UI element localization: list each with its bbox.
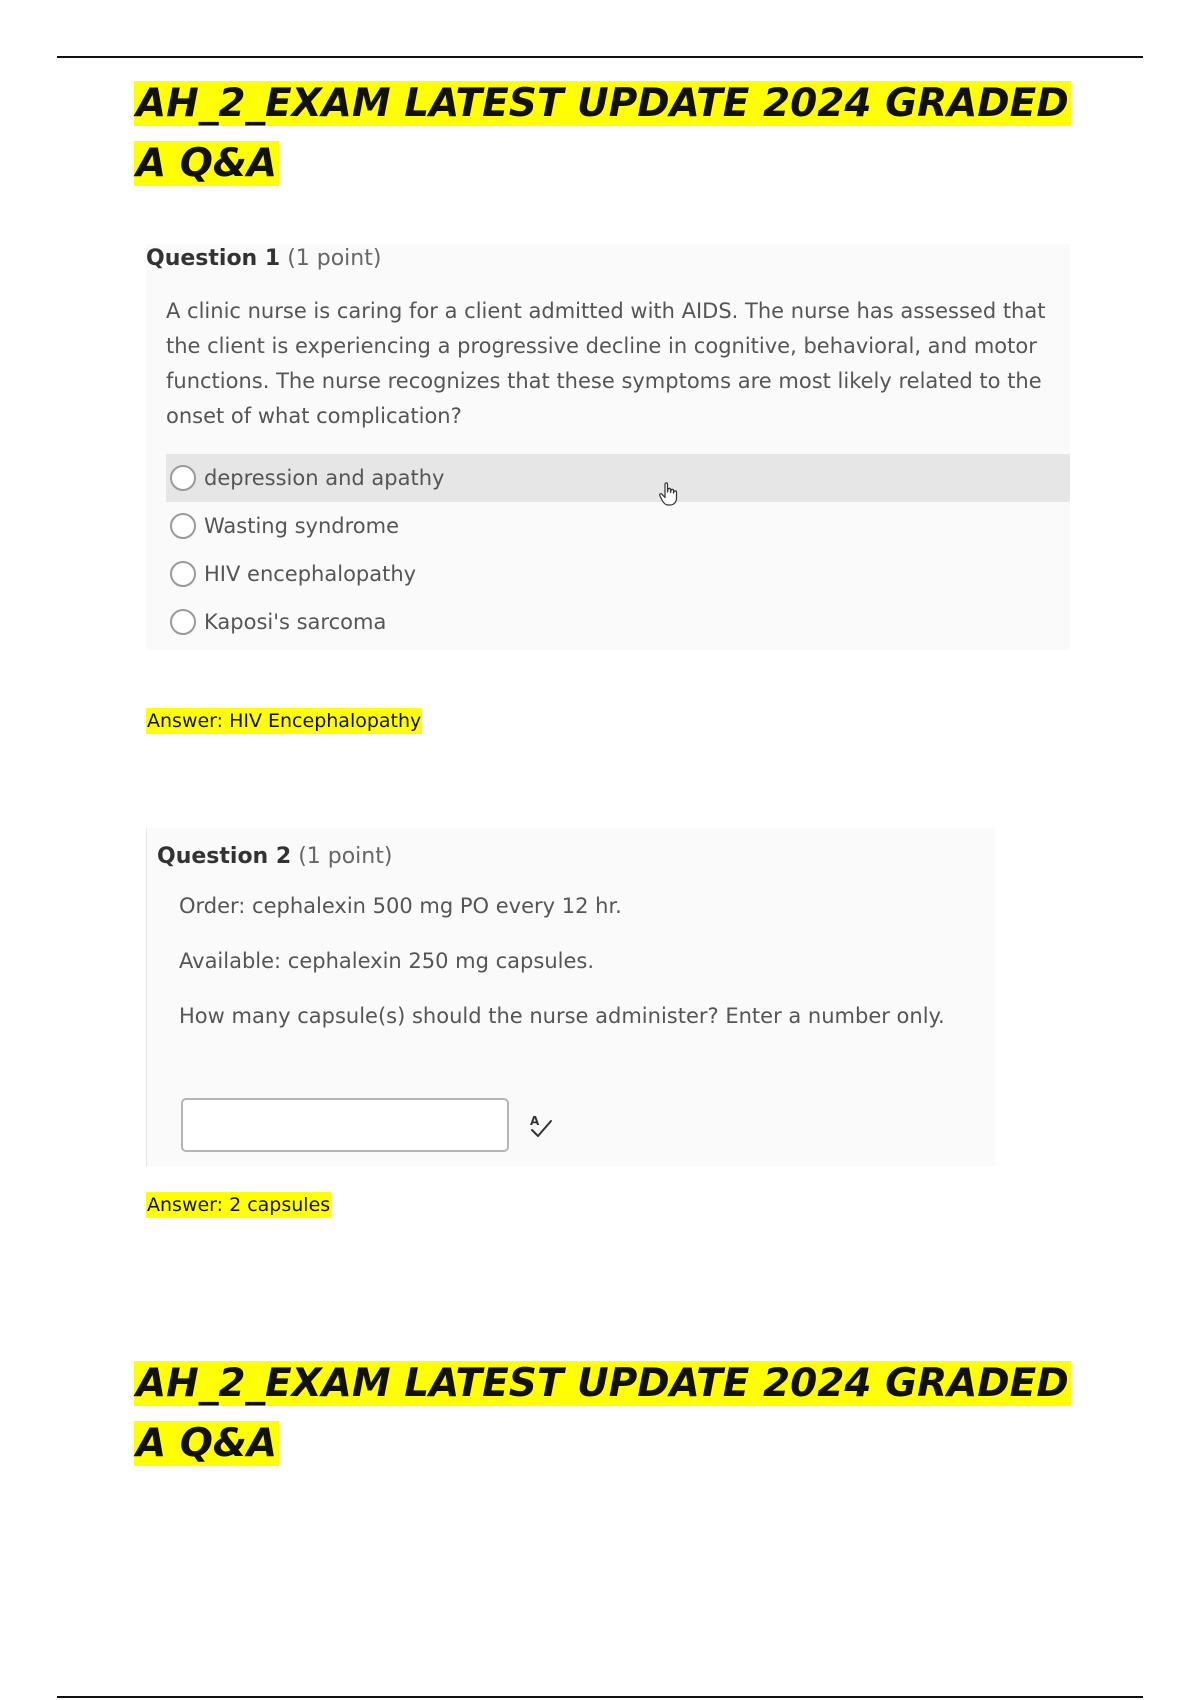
question-2-header <box>157 844 392 869</box>
option-label: depression and apathy <box>204 466 445 490</box>
option-depression-and-apathy[interactable] <box>166 454 1070 502</box>
question-1-label: Question 1 <box>146 246 281 271</box>
question-2-points: (1 point) <box>298 844 393 869</box>
option-label: HIV encephalopathy <box>204 562 417 586</box>
radio-button[interactable] <box>170 609 196 635</box>
option-label: Kaposi's sarcoma <box>204 610 387 634</box>
question-1-answer: Answer: HIV Encephalopathy <box>147 710 422 732</box>
radio-button[interactable] <box>170 561 196 587</box>
document-title <box>134 74 1074 194</box>
answer-input[interactable] <box>181 1098 509 1152</box>
option-hiv-encephalopathy[interactable] <box>166 550 1070 598</box>
document-footer-title-text: AH_2_EXAM LATEST UPDATE 2024 GRADED A Q&A <box>136 1361 1069 1466</box>
option-kaposis-sarcoma[interactable] <box>166 598 1070 646</box>
bottom-rule <box>57 1696 1143 1698</box>
question-2-card <box>146 828 995 1166</box>
question-1-header <box>146 246 381 271</box>
question-2-answer: Answer: 2 capsules <box>147 1194 331 1216</box>
question-1-text: A clinic nurse is caring for a client admitted with AIDS. The nurse has assessed that the client is experiencing a progressive decline in cognitive, behavioral, and motor functions. The nurse recognizes that these symptoms are most likely related to the onset of what complication? <box>166 299 1046 428</box>
question-2-available: Available: cephalexin 250 mg capsules. <box>179 949 594 973</box>
top-rule <box>57 56 1143 58</box>
question-2-order: Order: cephalexin 500 mg PO every 12 hr. <box>179 894 622 918</box>
option-wasting-syndrome[interactable] <box>166 502 1070 550</box>
question-1-card <box>146 244 1070 650</box>
option-label: Wasting syndrome <box>204 514 400 538</box>
radio-button[interactable] <box>170 513 196 539</box>
question-2-prompt: How many capsule(s) should the nurse administer? Enter a number only. <box>179 1004 945 1028</box>
question-1-points: (1 point) <box>287 246 382 271</box>
question-2-label: Question 2 <box>157 844 292 869</box>
question-1-options <box>166 454 1070 646</box>
spellcheck-icon[interactable] <box>527 1112 555 1140</box>
svg-text:A: A <box>530 1114 540 1128</box>
document-footer-title <box>134 1354 1074 1474</box>
document-title-text: AH_2_EXAM LATEST UPDATE 2024 GRADED A Q&A <box>136 81 1069 186</box>
radio-button[interactable] <box>170 465 196 491</box>
